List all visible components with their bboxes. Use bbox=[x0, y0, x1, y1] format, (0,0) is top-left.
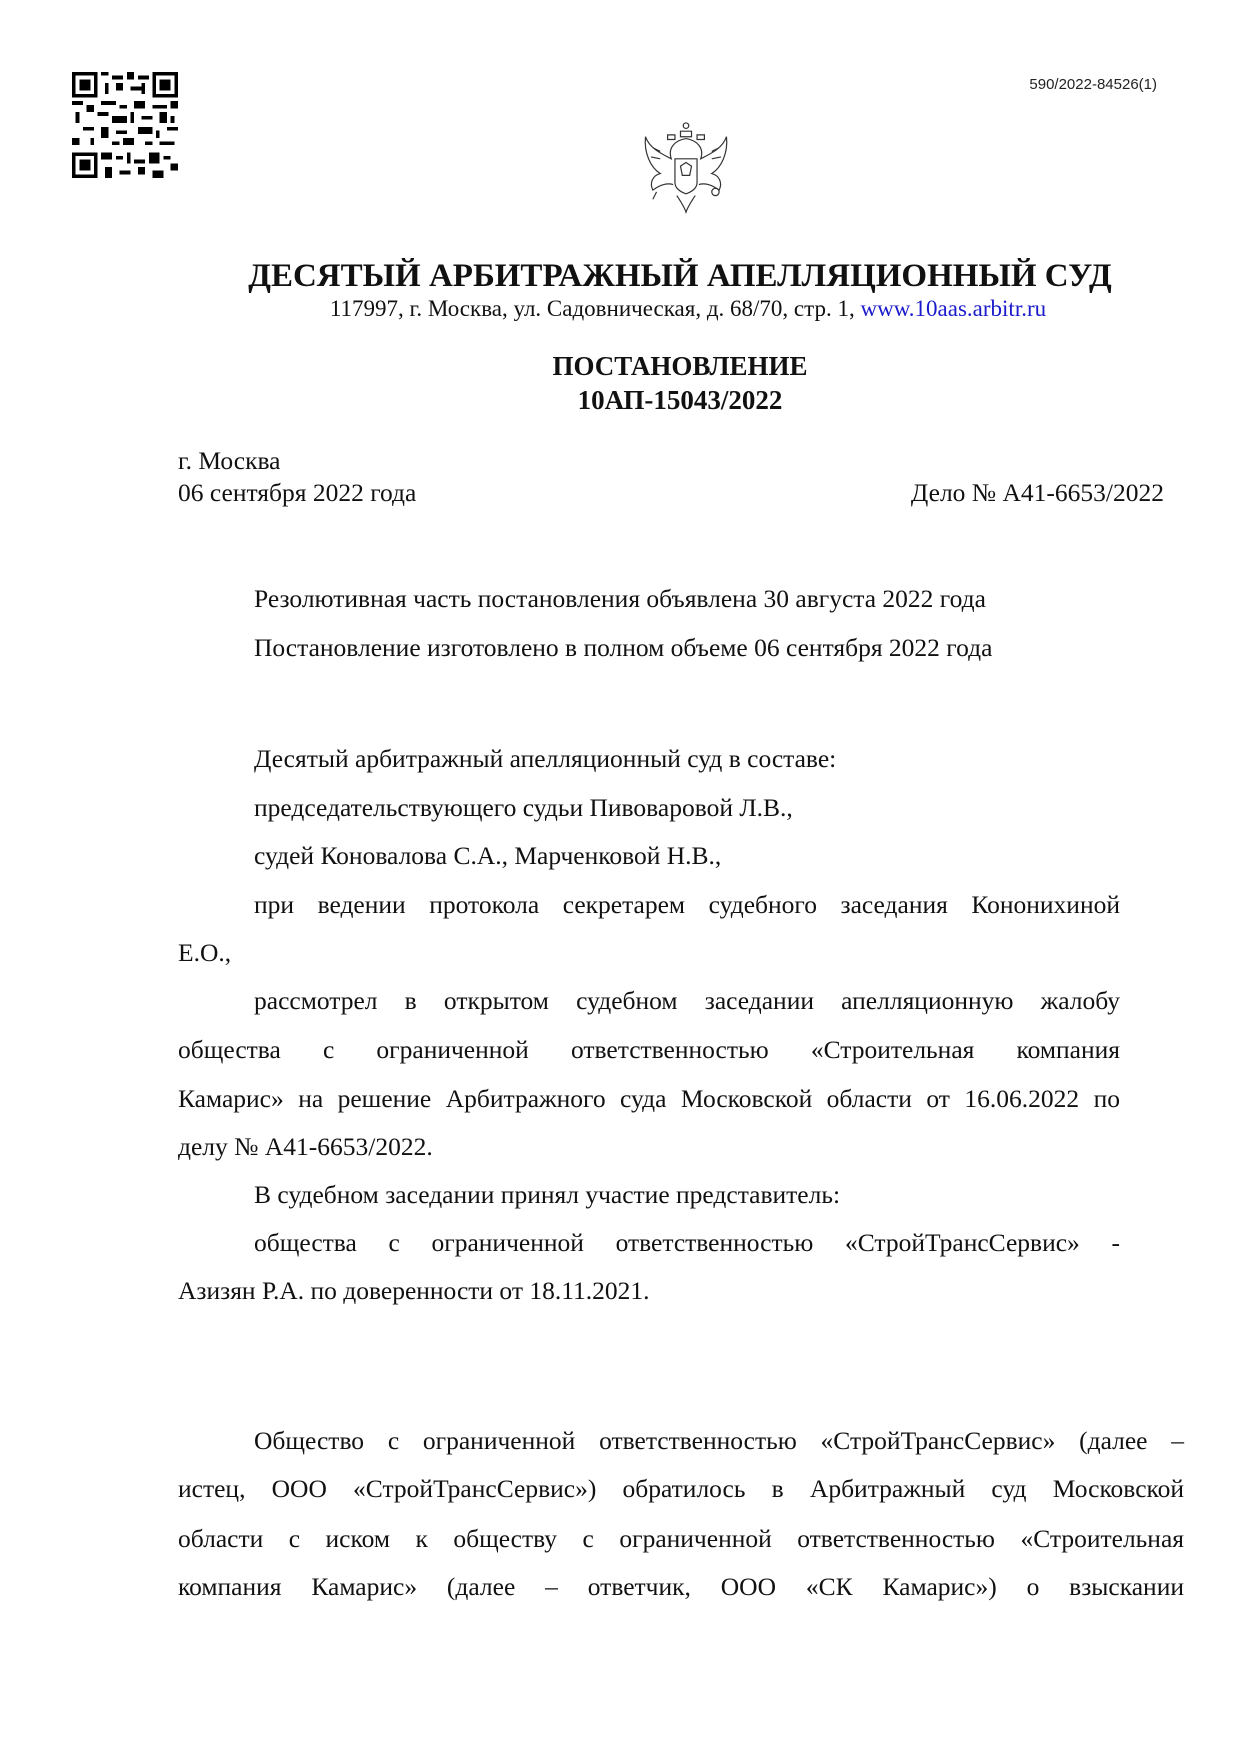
document-type: ПОСТАНОВЛЕНИЕ bbox=[552, 351, 808, 381]
document-id: 590/2022-84526(1) bbox=[1029, 76, 1157, 93]
body-line: общества с ограниченной ответственностью «Строительная компания bbox=[178, 1035, 1120, 1064]
body-line: Десятый арбитражный апелляционный суд в составе: bbox=[254, 744, 837, 773]
court-address bbox=[0, 296, 1241, 322]
body-line: Азизян Р.А. по доверенности от 18.11.2021. bbox=[178, 1276, 650, 1305]
russian-coat-of-arms-icon bbox=[640, 120, 732, 216]
court-website-link[interactable]: www.10aas.arbitr.ru bbox=[860, 296, 1047, 321]
body-line: председательствующего судьи Пивоваровой Л.В., bbox=[254, 793, 793, 822]
case-number: Дело № А41-6653/2022 bbox=[910, 478, 1164, 507]
decision-date: 06 сентября 2022 года bbox=[178, 478, 417, 507]
body-line: Е.О., bbox=[178, 938, 232, 967]
body-line: рассмотрел в открытом судебном заседании апелляционную жалобу bbox=[254, 986, 1120, 1015]
qr-code-icon bbox=[72, 72, 178, 178]
body-line: В судебном заседании принял участие представитель: bbox=[254, 1180, 841, 1209]
body-line: делу № А41-6653/2022. bbox=[178, 1132, 433, 1161]
body-line: при ведении протокола секретарем судебного заседания Кононихиной bbox=[254, 890, 1120, 919]
body-line: компания Камарис» (далее – ответчик, ООО «СК Камарис») о взыскании bbox=[178, 1572, 1184, 1601]
document-number: 10АП-15043/2022 bbox=[577, 385, 783, 415]
body-line: Общество с ограниченной ответственностью «СтройТрансСервис» (далее – bbox=[254, 1426, 1184, 1455]
body-line: Камарис» на решение Арбитражного суда Московской области от 16.06.2022 по bbox=[178, 1084, 1120, 1113]
court-name: ДЕСЯТЫЙ АРБИТРАЖНЫЙ АПЕЛЛЯЦИОННЫЙ СУД bbox=[248, 258, 1112, 294]
address-text: 117997, г. Москва, ул. Садовническая, д. 68/70, стр. 1, bbox=[329, 296, 861, 321]
body-line: общества с ограниченной ответственностью «СтройТрансСервис» - bbox=[254, 1228, 1120, 1257]
body-line: судей Коновалова С.А., Марченковой Н.В., bbox=[254, 841, 722, 870]
city: г. Москва bbox=[178, 446, 281, 475]
body-line: истец, ООО «СтройТрансСервис») обратилось в Арбитражный суд Московской bbox=[178, 1474, 1184, 1503]
body-line: области с иском к обществу с ограниченной ответственностью «Строительная bbox=[178, 1524, 1184, 1553]
body-line: Резолютивная часть постановления объявлена 30 августа 2022 года bbox=[254, 584, 986, 613]
body-line: Постановление изготовлено в полном объеме 06 сентября 2022 года bbox=[254, 633, 993, 662]
